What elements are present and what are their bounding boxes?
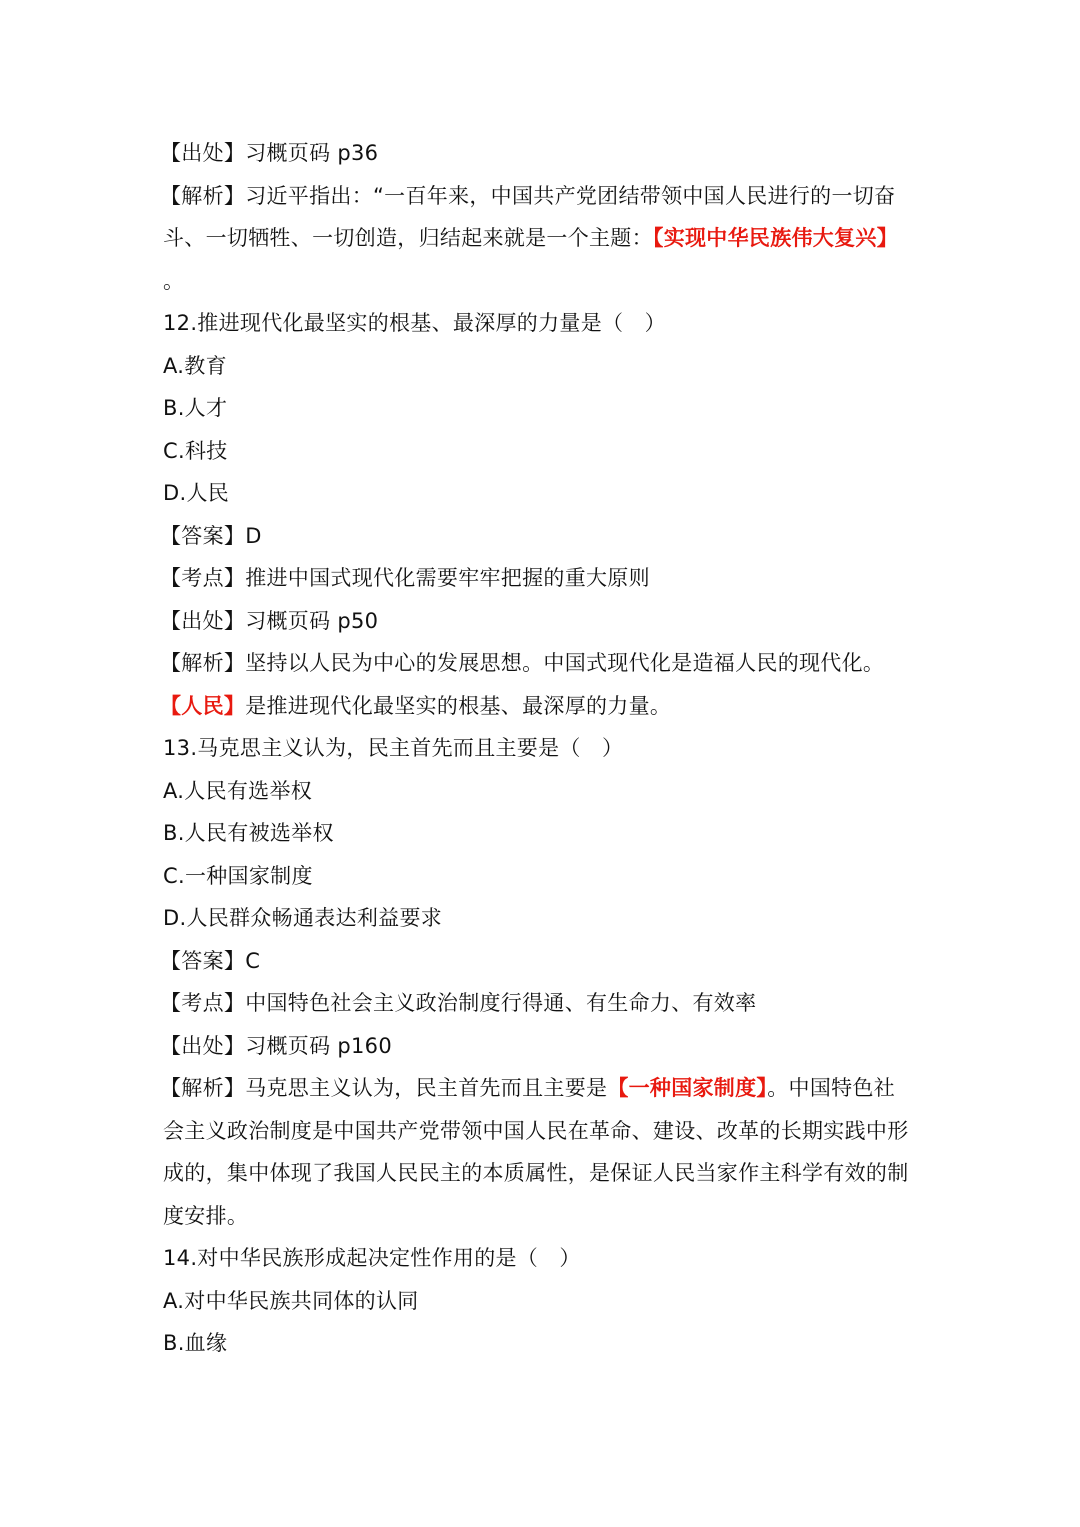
q11-analysis-text-1: 习近平指出：“一百年来，中国共产党团结带领中国人民进行的一切奋: [245, 183, 896, 208]
q12-answer-value: D: [245, 523, 262, 548]
q12-analysis-label: 【解析】: [160, 651, 246, 675]
q13-analysis-label: 【解析】: [160, 1076, 246, 1100]
q13-analysis-line-1: [160, 1067, 923, 1110]
document-page: [160, 132, 923, 1365]
q11-source-label: 【出处】: [160, 141, 246, 165]
q13-answer-value: C: [245, 948, 261, 973]
q11-analysis-label: 【解析】: [160, 183, 246, 208]
q12-analysis-line-1: [160, 642, 923, 685]
q13-analysis-text-1a: 马克思主义认为，民主首先而且主要是: [245, 1076, 608, 1100]
q13-answer: [160, 940, 923, 983]
q12-analysis-text-2: 是推进现代化最坚实的根基、最深厚的力量。: [245, 693, 672, 718]
q13-option-a: A.人民有选举权: [163, 778, 313, 803]
q11-source: [160, 132, 923, 175]
q12-point-label: 【考点】: [160, 566, 246, 590]
q13-option-d: D.人民群众畅通表达利益要求: [163, 906, 443, 930]
q13-analysis-highlight: 【一种国家制度】: [607, 1076, 768, 1100]
q12-analysis-highlight: 【人民】: [160, 693, 246, 718]
q12-stem: 12.推进现代化最坚实的根基、最深厚的力量是（ ）: [163, 311, 666, 335]
q12-option-d: D.人民: [163, 481, 230, 505]
q13-analysis-line-3: 成的，集中体现了我国人民民主的本质属性，是保证人民当家作主科学有效的制: [163, 1161, 909, 1185]
q14-option-a: A.对中华民族共同体的认同: [163, 1288, 419, 1313]
q11-analysis-highlight: 【实现中华民族伟大复兴】: [652, 226, 899, 250]
q12-answer: [160, 515, 923, 558]
q13-answer-label: 【答案】: [160, 948, 246, 973]
q13-source-text: 习概页码 p160: [245, 1033, 392, 1058]
q12-option-b: B.人才: [163, 396, 228, 420]
q12-answer-label: 【答案】: [160, 523, 246, 548]
q12-option-a: A.教育: [163, 353, 227, 378]
q11-analysis-line-1: [160, 175, 923, 218]
q12-source-label: 【出处】: [160, 608, 246, 633]
q13-analysis-line-2: 会主义政治制度是中国共产党带领中国人民在革命、建设、改革的长期实践中形: [163, 1118, 909, 1143]
q13-point-label: 【考点】: [160, 991, 246, 1015]
q13-source-label: 【出处】: [160, 1033, 246, 1058]
q12-source: [160, 600, 923, 643]
q12-option-c: C.科技: [163, 438, 228, 463]
q13-source: [160, 1025, 923, 1068]
q14-option-b: B.血缘: [163, 1331, 228, 1355]
q11-source-text: 习概页码 p36: [245, 141, 379, 165]
q13-analysis-line-4: 度安排。: [163, 1203, 249, 1228]
q13-point: [160, 982, 923, 1025]
q12-source-text: 习概页码 p50: [245, 608, 379, 633]
q14-stem: 14.对中华民族形成起决定性作用的是（ ）: [163, 1246, 581, 1270]
q11-analysis-text-2: 斗、一切牺牲、一切创造，归结起来就是一个主题：: [163, 226, 653, 250]
q13-option-c: C.一种国家制度: [163, 863, 313, 888]
q12-point: [160, 557, 923, 600]
q13-analysis-text-1b: 。中国特色社: [767, 1076, 896, 1100]
q13-option-b: B.人民有被选举权: [163, 821, 334, 845]
q13-point-text: 中国特色社会主义政治制度行得通、有生命力、有效率: [245, 991, 757, 1015]
q12-analysis-text-1: 坚持以人民为中心的发展思想。中国式现代化是造福人民的现代化。: [245, 651, 885, 675]
q12-analysis-line-2: [160, 685, 923, 728]
q12-point-text: 推进中国式现代化需要牢牢把握的重大原则: [245, 566, 650, 590]
q13-stem: 13.马克思主义认为，民主首先而且主要是（ ）: [163, 736, 624, 760]
q11-analysis-text-3: 。: [163, 268, 185, 293]
q11-analysis-line-2: [163, 217, 923, 260]
q11-analysis-line-3: [163, 260, 923, 303]
